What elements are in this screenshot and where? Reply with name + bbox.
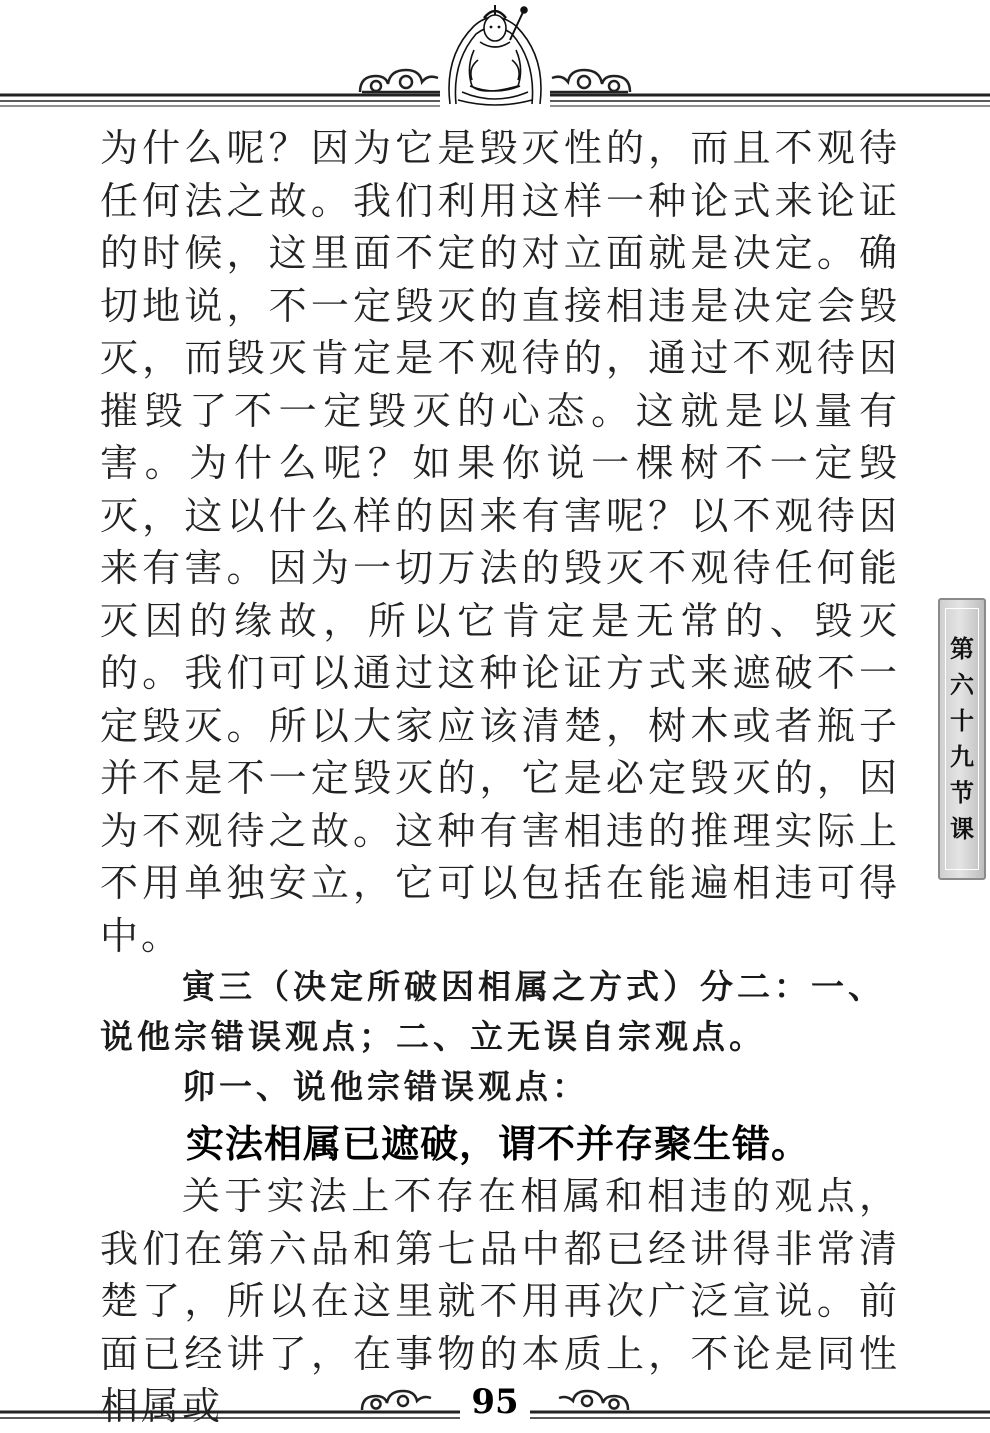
chapter-side-tab [938, 598, 986, 880]
subsection-heading: 卯一、说他宗错误观点： [182, 1067, 589, 1106]
padmasambhava-figure-icon [0, 0, 990, 115]
chapter-tab-char: 节 [950, 779, 974, 807]
section-heading: 寅三（决定所破因相属之方式）分二：一、说他宗错误观点；二、立无误自宗观点。 [100, 967, 885, 1056]
body-paragraph-1: 为什么呢？因为它是毁灭性的，而且不观待任何法之故。我们利用这样一种论式来论证的时候，这里面不定的对立面就是决定。确切地说，不一定毁灭的直接相违是决定会毁灭，而毁灭肯定是不观待的，通过不观待因摧毁了不一定毁灭的心态。这就是以量有害。为什么呢？如果你说一棵树不一定毁灭，这以什么样的因来有害呢？以不观待因来有害。因为一切万法的毁灭不观待任何能灭因的缘故，所以它肯定是无常的、毁灭的。我们可以通过这种论证方式来遮破不一定毁灭。所以大家应该清楚，树木或者瓶子并不是不一定毁灭的，它是必定毁灭的，因为不观待之故。这种有害相违的推理实际上不用单独安立，它可以包括在能遍相违可得中。 [100, 126, 900, 958]
chapter-tab-char: 九 [950, 743, 974, 771]
chapter-side-tab-inner [945, 608, 979, 870]
chapter-tab-char: 课 [950, 815, 974, 843]
verse-line: 实法相属已遮破，谓不并存聚生错。 [186, 1122, 811, 1166]
chapter-tab-char: 十 [950, 707, 974, 735]
page-number: 95 [471, 1382, 519, 1422]
heading-group [100, 962, 900, 1112]
body-paragraph-2: 关于实法上不存在相属和相违的观点，我们在第六品和第七品中都已经讲得非常清楚了，所以在这里就不用再次广泛宣说。前面已经讲了，在事物的本质上，不论是同性相属或 [100, 1174, 900, 1428]
chapter-tab-char: 六 [950, 671, 974, 699]
chapter-tab-char: 第 [950, 635, 974, 663]
header-ornament [0, 0, 990, 115]
